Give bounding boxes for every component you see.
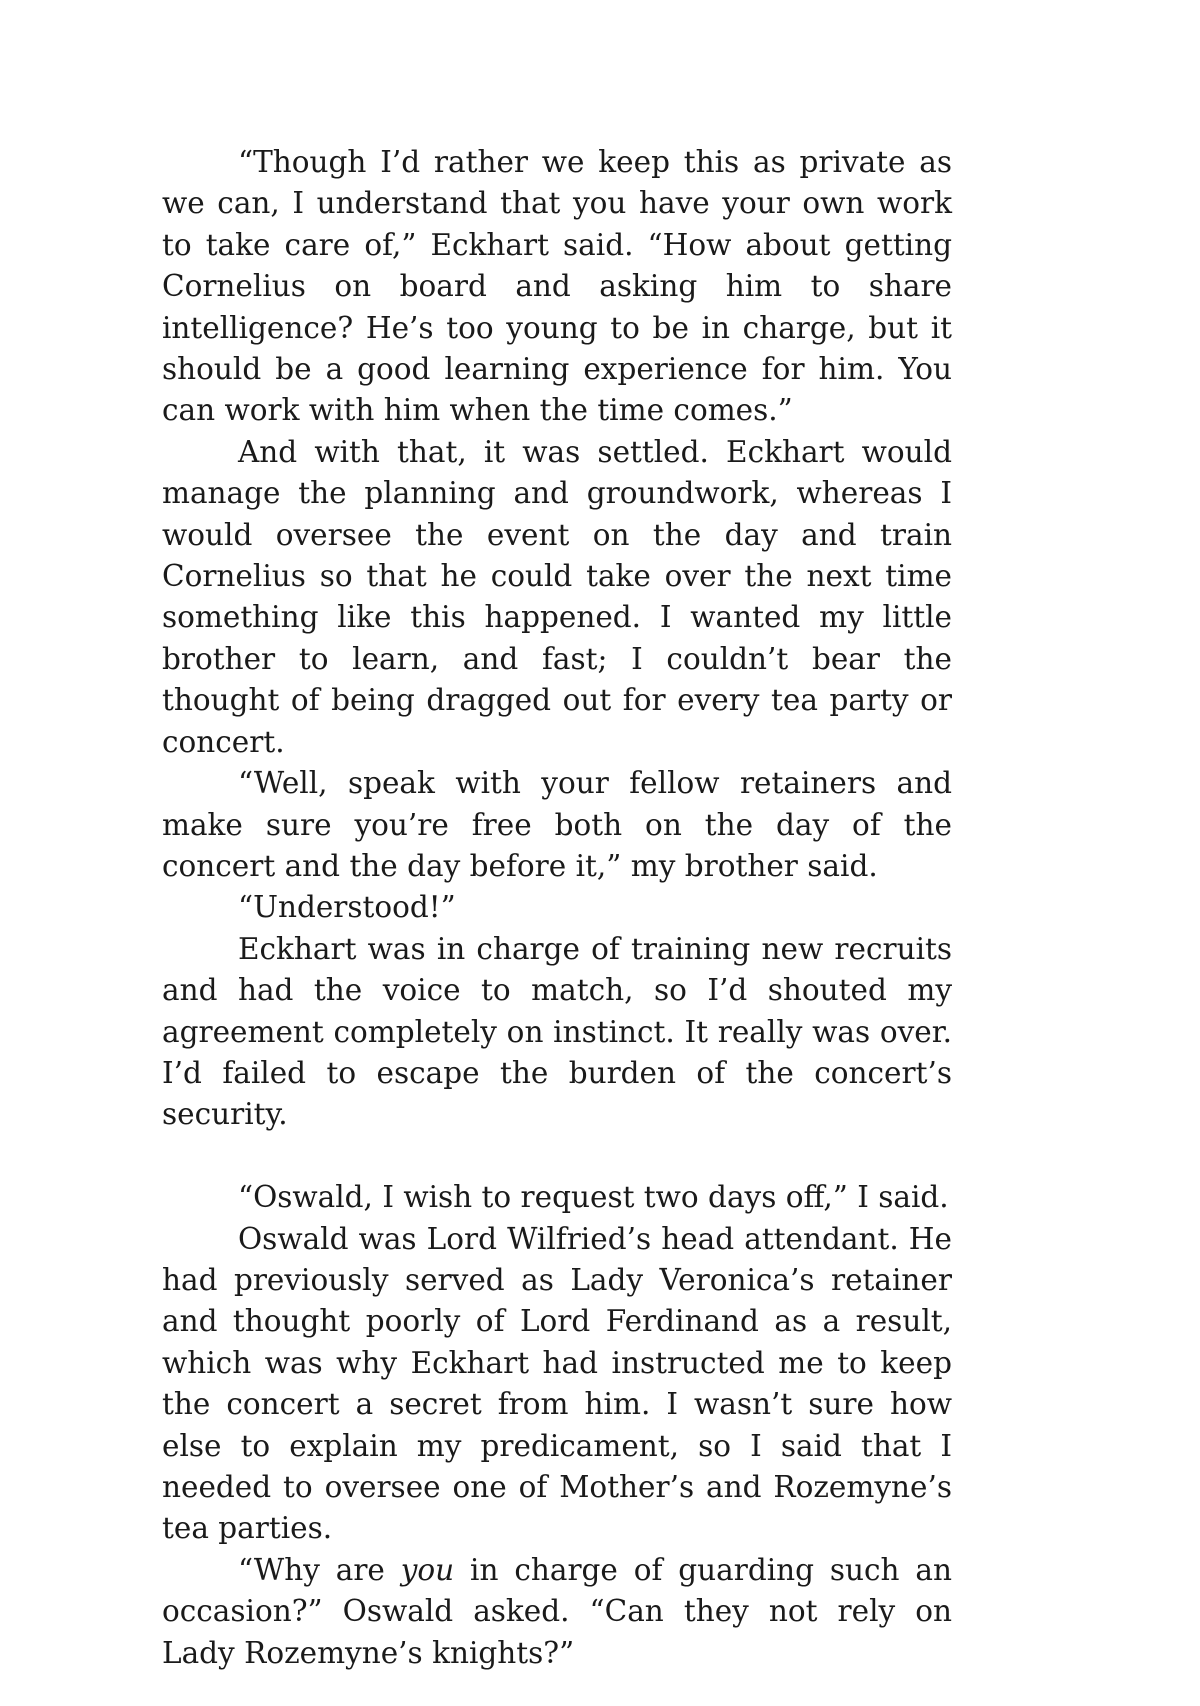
paragraph: “Understood!” bbox=[238, 890, 456, 925]
text-run: in charge of guarding such an occasion?” Oswald asked. “Can they not rely on Lady Rozemyne’s knights?” bbox=[162, 1552, 952, 1670]
section-break bbox=[162, 1136, 952, 1177]
paragraph: “Oswald, I wish to request two days off,” I said. bbox=[238, 1180, 949, 1215]
paragraph: Eckhart was in charge of training new recruits and had the voice to match, so I’d shouted my agreement completely on instinct. It really was over. I’d failed to escape the burden of the concert’s security. bbox=[162, 931, 952, 1132]
italic-emphasis: you bbox=[400, 1552, 455, 1587]
paragraph: Oswald was Lord Wilfried’s head attendant. He had previously served as Lady Veronica’s retainer and thought poorly of Lord Ferdinand as a result, which was why Eckhart had instructed me to keep the concert a secret from him. I wasn’t sure how else to explain my predicament, so I said that I needed to oversee one of Mother’s and Rozemyne’s tea parties. bbox=[162, 1221, 952, 1546]
text-run: “Why are bbox=[238, 1552, 401, 1587]
paragraph: “Well, speak with your fellow retainers and make sure you’re free both on the day of the concert and the day before it,” my brother said. bbox=[162, 766, 952, 883]
paragraph: “Though I’d rather we keep this as private as we can, I understand that you have your own work to take care of,” Eckhart said. “How about getting Cornelius on board and asking him to share intelligence? He’s too young to be in charge, but it should be a good learning experience for him. You can work with him when the time comes.” bbox=[162, 145, 952, 428]
body-text bbox=[162, 142, 952, 1674]
paragraph bbox=[162, 1550, 952, 1674]
paragraph: And with that, it was settled. Eckhart would manage the planning and groundwork, whereas I would oversee the event on the day and train Cornelius so that he could take over the next time something like this happened. I wanted my little brother to learn, and fast; I couldn’t bear the thought of being dragged out for every tea party or concert. bbox=[162, 434, 952, 759]
